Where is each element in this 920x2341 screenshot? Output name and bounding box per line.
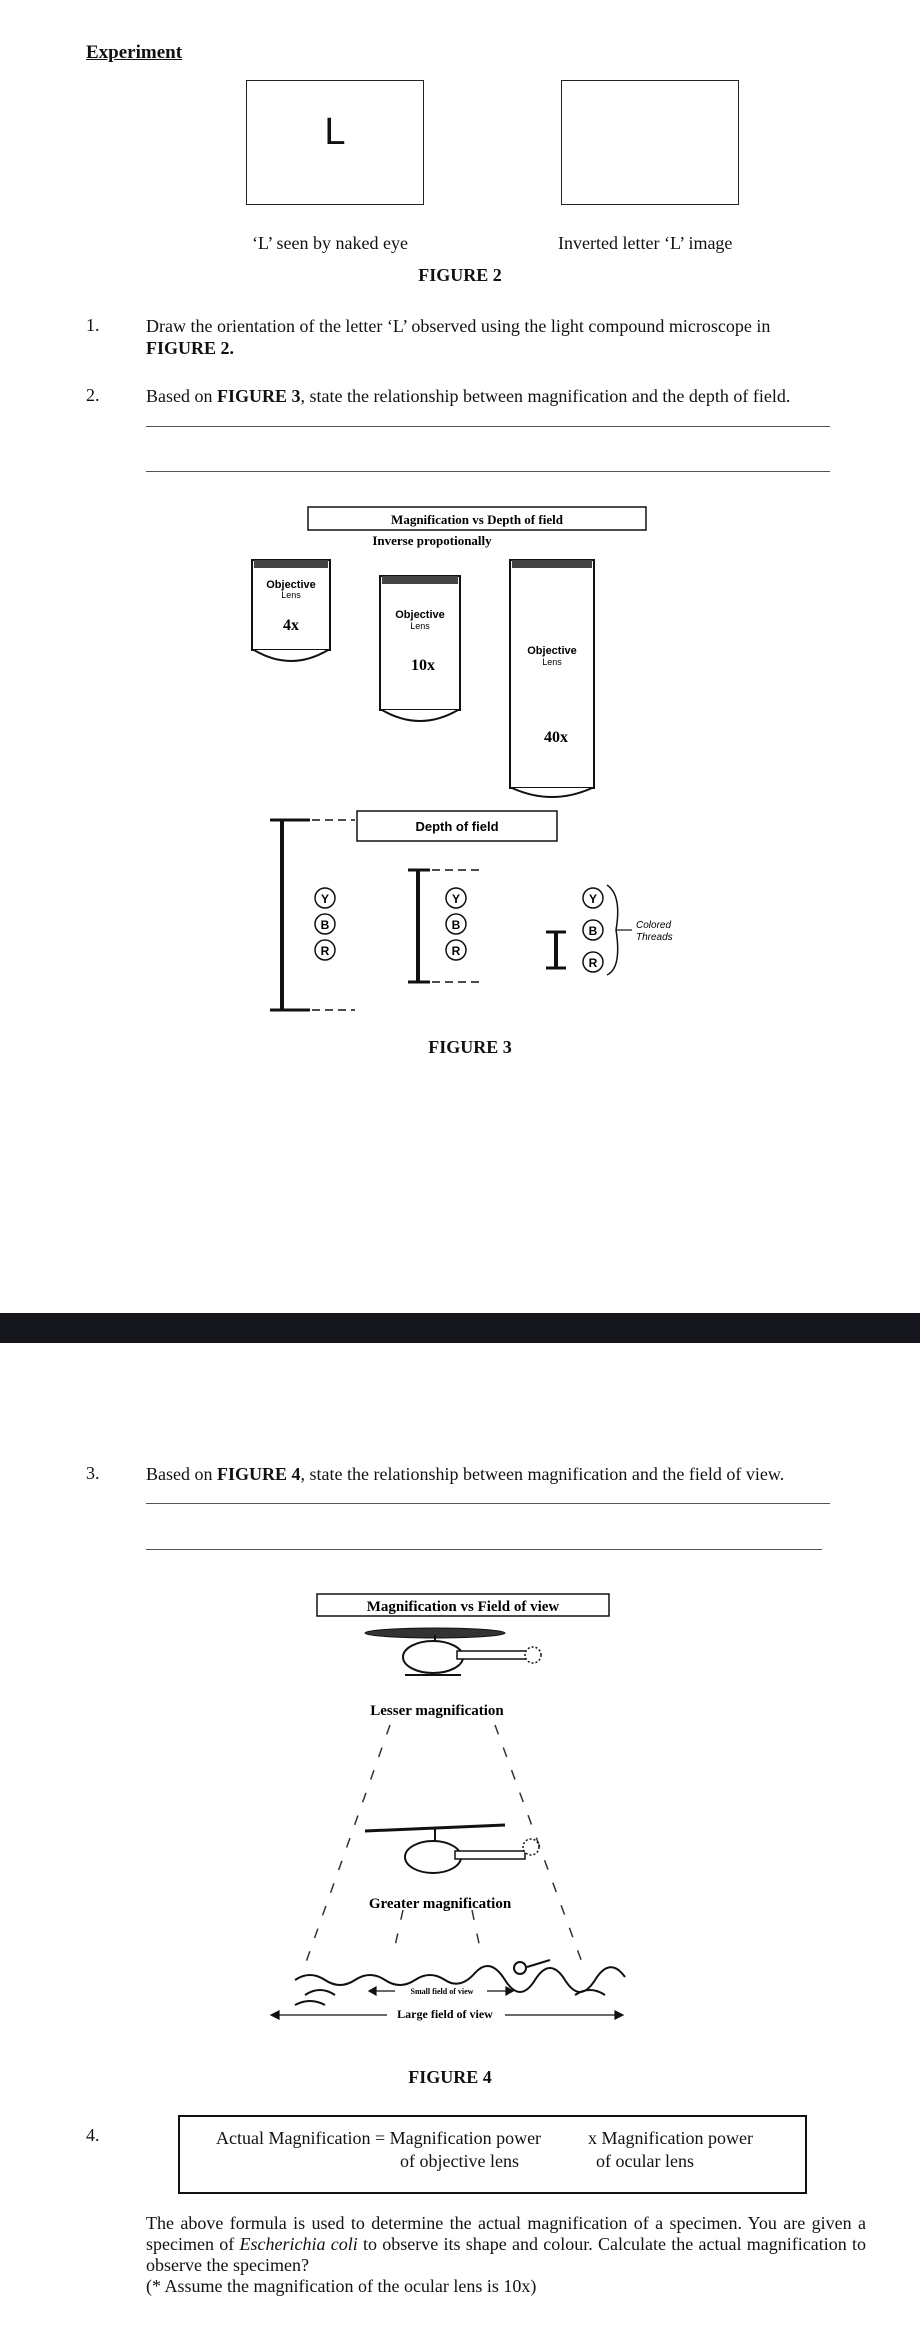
greater-label: Greater magnification <box>368 1896 512 1912</box>
figure3-diagram <box>240 500 700 1020</box>
lens-4x <box>252 560 330 661</box>
thread-4x-b: B <box>320 918 330 932</box>
naked-eye-box <box>246 80 424 205</box>
page-separator <box>0 1313 920 1343</box>
lens-10x-mag: 10x <box>411 657 435 674</box>
page-heading: Experiment <box>86 42 183 63</box>
q4-para1: The above formula is used to determine the actual magnification of a specimen. You are given a specimen of <box>146 2213 866 2254</box>
lesser-label: Lesser magnification <box>370 1703 504 1719</box>
lens-4x-mag: 4x <box>283 617 299 634</box>
fig3-subtitle: Inverse propotionally <box>372 533 492 548</box>
lens-10x-label2: Lens <box>410 621 430 631</box>
lens-40x-label2: Lens <box>542 657 562 667</box>
formula-sub2: of ocular lens <box>596 2151 694 2171</box>
thread-10x-r: R <box>451 944 461 958</box>
lens-40x <box>510 560 594 797</box>
formula-left: Actual Magnification = Magnification power <box>216 2128 542 2148</box>
lens-40x-mag: 40x <box>544 729 568 746</box>
formula-mid: x Magnification power <box>588 2128 753 2148</box>
sea-waves <box>295 1960 625 2005</box>
thread-10x-y: Y <box>451 892 461 906</box>
q3-answer-line-1[interactable] <box>146 1503 830 1504</box>
q2-text <box>146 385 886 407</box>
dof-4x <box>270 820 355 1010</box>
helicopter-top-icon <box>365 1628 541 1675</box>
dof-label: Depth of field <box>415 819 499 834</box>
q3-bold: FIGURE 4 <box>217 1464 301 1484</box>
caption-naked-eye: ‘L’ seen by naked eye <box>252 233 408 253</box>
fig3-title: Magnification vs Depth of field <box>391 512 563 527</box>
thread-4x-r: R <box>320 944 330 958</box>
lens-40x-label: Objective <box>527 645 577 657</box>
q1-text <box>146 315 876 359</box>
q4-para-italic: Escherichia coli <box>239 2234 358 2254</box>
lens-10x-label: Objective <box>395 609 445 621</box>
formula-box <box>178 2115 807 2194</box>
figure4-diagram <box>265 1585 645 2025</box>
q2-number: 2. <box>86 385 100 405</box>
q2-pre: Based on <box>146 386 217 406</box>
figure2-label: FIGURE 2 <box>418 265 502 285</box>
q3-pre: Based on <box>146 1464 217 1484</box>
inverted-image-box <box>561 80 739 205</box>
caption-inverted: Inverted letter ‘L’ image <box>558 233 733 253</box>
q3-number: 3. <box>86 1463 100 1483</box>
q1-number: 1. <box>86 315 100 335</box>
thread-10x-b: B <box>451 918 461 932</box>
thread-40x-r: R <box>588 956 598 970</box>
q4-paragraph <box>146 2213 866 2297</box>
figure3-label: FIGURE 3 <box>428 1037 512 1057</box>
helicopter-bottom-icon <box>365 1825 539 1873</box>
thread-40x-b: B <box>588 924 598 938</box>
q2-bold: FIGURE 3 <box>217 386 301 406</box>
q3-post: , state the relationship between magnification and the field of view. <box>300 1464 785 1484</box>
dof-10x <box>408 870 482 982</box>
thread-40x-y: Y <box>588 892 598 906</box>
q2-answer-line-2[interactable] <box>146 471 830 472</box>
figure4-label: FIGURE 4 <box>408 2067 492 2087</box>
q1-text-main: Draw the orientation of the letter ‘L’ observed using the light compound microscope in <box>146 316 771 336</box>
letter-l: L <box>324 111 346 153</box>
formula-sub1: of objective lens <box>400 2151 519 2171</box>
q2-post: , state the relationship between magnification and the depth of field. <box>300 386 791 406</box>
q2-answer-line-1[interactable] <box>146 426 830 427</box>
colored-label: Colored <box>636 920 672 931</box>
thread-4x-y: Y <box>320 892 330 906</box>
q4-para2: to observe its shape and colour. Calculate the actual magnification to observe the specimen? <box>146 2234 866 2275</box>
q3-answer-line-2[interactable] <box>146 1549 822 1550</box>
small-fov-label: Small field of view <box>410 1987 474 1996</box>
q1-text-bold: FIGURE 2. <box>146 338 235 358</box>
large-fov-label: Large field of view <box>397 2007 493 2021</box>
threads-label: Threads <box>636 932 673 943</box>
lens-4x-label: Objective <box>266 579 316 591</box>
q4-note: (* Assume the magnification of the ocular lens is 10x) <box>146 2276 537 2296</box>
q4-number: 4. <box>86 2125 100 2145</box>
q3-text <box>146 1463 886 1485</box>
lens-4x-label2: Lens <box>281 590 301 600</box>
fig4-title: Magnification vs Field of view <box>366 1599 560 1615</box>
lens-10x <box>380 576 460 721</box>
